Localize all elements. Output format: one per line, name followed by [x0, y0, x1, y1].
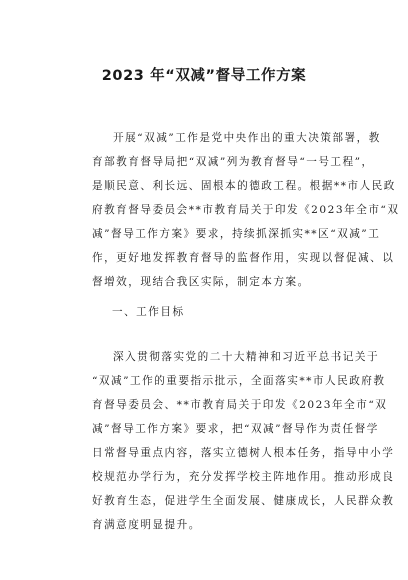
paragraph-line: 是顺民意、利长远、固根本的德政工程。根据**市人民政: [92, 180, 396, 192]
intro-paragraph: [92, 126, 400, 294]
paragraph-line: 好教育生态，促进学生全面发展、健康成长，人民群众教: [92, 495, 395, 507]
paragraph-line: 开展“双减”工作是党中央作出的重大决策部署，教: [113, 132, 381, 144]
paragraph-line: “双减”工作的重要指示批示，全面落实**市人民政府教: [92, 375, 386, 387]
paragraph-line: 减”督导工作方案》要求，持续抓深抓实**区“双减”工: [92, 228, 381, 240]
paragraph-line: 督增效，现结合我区实际，制定本方案。: [92, 276, 310, 288]
paragraph-line: 育督导委员会、**市教育局关于印发《2023年全市“双: [92, 399, 388, 411]
paragraph-line: 府教育督导委员会**市教育局关于印发《2023年全市“双: [92, 204, 400, 216]
paragraph-line: 减”督导工作方案》要求，把“双减”督导作为责任督学: [92, 423, 379, 435]
paragraph-line: 育满意度明显提升。: [92, 519, 201, 531]
goals-paragraph: [92, 345, 395, 537]
paragraph-line: 育部教育督导局把“双减”列为教育督导“一号工程”，: [92, 156, 374, 168]
paragraph-line: 作，更好地发挥教育督导的监督作用，实现以督促减、以: [92, 252, 395, 264]
paragraph-line: 校规范办学行为，充分发挥学校主阵地作用。推动形成良: [92, 471, 395, 483]
section-heading: 一、工作目标: [112, 306, 185, 318]
paragraph-line: 深入贯彻落实党的二十大精神和习近平总书记关于: [113, 351, 380, 363]
paragraph-line: 日常督导重点内容，落实立德树人根本任务，指导中小学: [92, 447, 395, 459]
document-title: 2023 年“双减”督导工作方案: [101, 68, 307, 84]
